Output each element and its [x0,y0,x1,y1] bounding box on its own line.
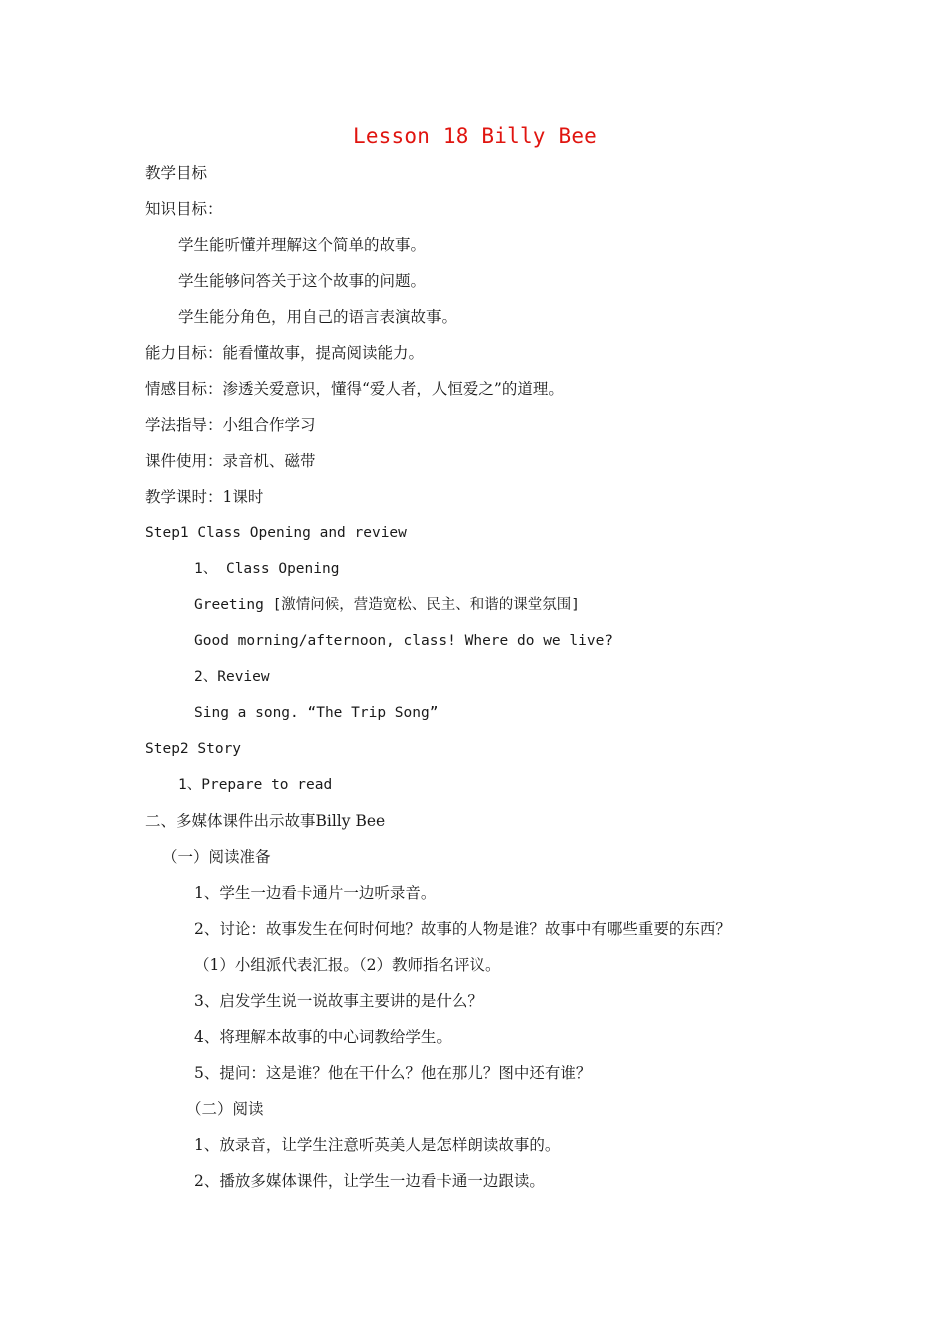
prep-item: 1、学生一边看卡通片一边听录音。 [194,884,437,902]
step1-heading: Step1 Class Opening and review [145,525,407,541]
knowledge-goal-item: 学生能听懂并理解这个简单的故事。 [178,236,427,254]
reading-item: 2、播放多媒体课件，让学生一边看卡通一边跟读。 [194,1172,545,1190]
heading-teaching-goals: 教学目标 [145,164,208,182]
prep-item: 3、启发学生说一说故事主要讲的是什么？ [194,992,483,1010]
emotion-goal: 情感目标：渗透关爱意识，懂得“爱人者，人恒爱之”的道理。 [145,380,564,398]
prep-item: 4、将理解本故事的中心词教给学生。 [194,1028,452,1046]
greeting-dialogue: Good morning/afternoon, class! Where do we live? [194,633,614,649]
sing-song-line: Sing a song. “The Trip Song” [194,705,439,721]
step2-heading: Step2 Story [145,741,242,757]
step2-item-prepare: 1、Prepare to read [178,777,333,793]
subsection-reading-prep: （一）阅读准备 [162,848,271,866]
step1-item-review: 2、Review [194,669,270,685]
prep-item: 5、提问：这是谁？他在干什么？他在那儿？图中还有谁？ [194,1064,592,1082]
class-hours: 教学课时：1课时 [145,488,264,506]
learning-method: 学法指导：小组合作学习 [145,416,316,434]
knowledge-goal-item: 学生能够问答关于这个故事的问题。 [178,272,427,290]
knowledge-goals-label: 知识目标： [145,200,223,218]
prep-item: 2、讨论：故事发生在何时何地？故事的人物是谁？故事中有哪些重要的东西？ [194,920,731,938]
subsection-reading: （二）阅读 [186,1100,264,1118]
reading-item: 1、放录音，让学生注意听英美人是怎样朗读故事的。 [194,1136,561,1154]
ability-goal: 能力目标：能看懂故事，提高阅读能力。 [145,344,425,362]
courseware-usage: 课件使用：录音机、磁带 [145,452,316,470]
prep-subitem: （1）小组派代表汇报。（2）教师指名评议。 [194,956,501,974]
knowledge-goal-item: 学生能分角色，用自己的语言表演故事。 [178,308,458,326]
step1-item-class-opening: 1、 Class Opening [194,561,340,577]
section-two-heading: 二、多媒体课件出示故事Billy Bee [145,812,386,830]
greeting-line: Greeting [激情问候，营造宽松、民主、和谐的课堂氛围] [194,597,581,613]
document-title: Lesson 18 Billy Bee [352,124,598,148]
